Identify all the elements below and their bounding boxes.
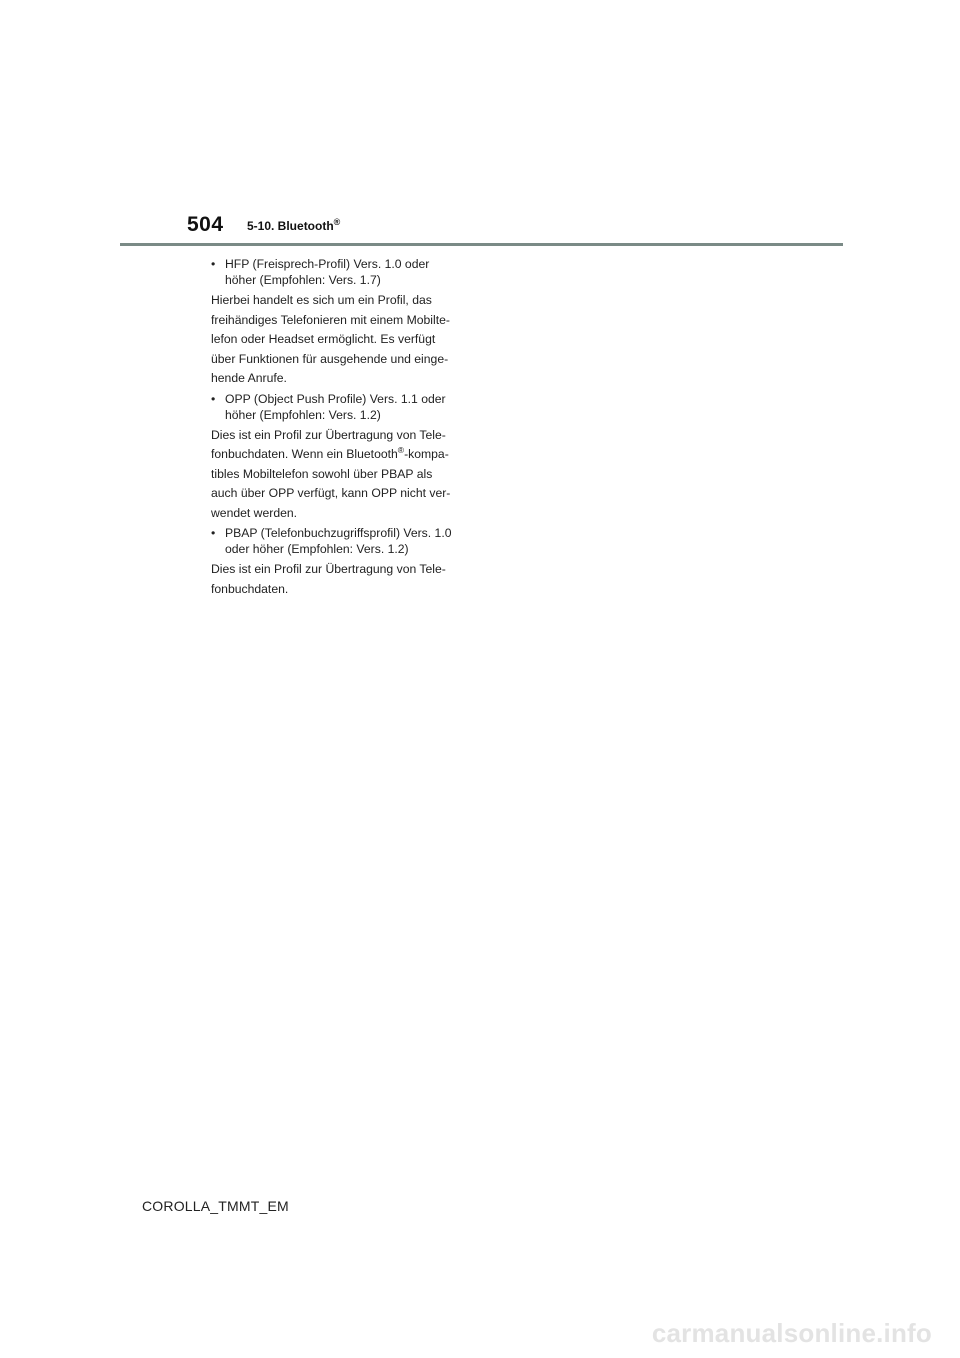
para-line: fonbuchdaten. xyxy=(211,581,289,596)
registered-mark: ® xyxy=(333,217,341,227)
bullet-dot: • xyxy=(211,257,216,271)
registered-mark: ® xyxy=(397,444,405,455)
para-line: Dies ist ein Profil zur Übertragung von Tele- xyxy=(211,562,446,576)
para-line: hende Anrufe. xyxy=(211,371,287,385)
bullet-line: PBAP (Telefonbuchzugriffsprofil) Vers. 1.0 xyxy=(225,526,452,540)
section-title-text: 5-10. Bluetooth xyxy=(247,219,334,233)
bullet-line: höher (Empfohlen: Vers. 1.7) xyxy=(225,273,381,287)
para-line xyxy=(211,445,471,465)
para-text: -kompa- xyxy=(404,447,449,461)
bullet-opp xyxy=(211,391,471,423)
header-rule xyxy=(120,243,843,246)
para-line: auch über OPP verfügt, kann OPP nicht ver- xyxy=(211,486,451,500)
bullet-line: höher (Empfohlen: Vers. 1.2) xyxy=(225,407,381,422)
main-content xyxy=(211,254,471,600)
page-number: 504 xyxy=(187,213,224,236)
bullet-line: oder höher (Empfohlen: Vers. 1.2) xyxy=(225,542,409,556)
para-line: wendet werden. xyxy=(211,505,298,520)
bullet-dot: • xyxy=(211,526,216,540)
para-line: tibles Mobiltelefon sowohl über PBAP als xyxy=(211,466,433,481)
paragraph-opp xyxy=(211,426,471,524)
para-line: lefon oder Headset ermöglicht. Es verfügt xyxy=(211,332,436,346)
para-line: über Funktionen für ausgehende und einge- xyxy=(211,351,449,366)
footer-doc-code: COROLLA_TMMT_EM xyxy=(142,1198,289,1214)
para-line: Dies ist ein Profil zur Übertragung von Tele- xyxy=(211,427,446,442)
paragraph-pbap xyxy=(211,560,471,599)
bullet-dot: • xyxy=(211,391,216,406)
paragraph-hfp xyxy=(211,291,471,389)
para-line: Hierbei handelt es sich um ein Profil, das xyxy=(211,293,432,307)
bullet-hfp xyxy=(211,256,471,288)
para-text: fonbuchdaten. Wenn ein Bluetooth xyxy=(211,447,398,461)
bullet-line: OPP (Object Push Profile) Vers. 1.1 oder xyxy=(225,391,446,406)
watermark: carmanualsonline.info xyxy=(651,1318,932,1348)
para-line: freihändiges Telefonieren mit einem Mobilte- xyxy=(211,312,450,327)
bullet-pbap xyxy=(211,525,471,557)
section-title xyxy=(247,219,340,233)
bullet-line: HFP (Freisprech-Profil) Vers. 1.0 oder xyxy=(225,257,430,271)
